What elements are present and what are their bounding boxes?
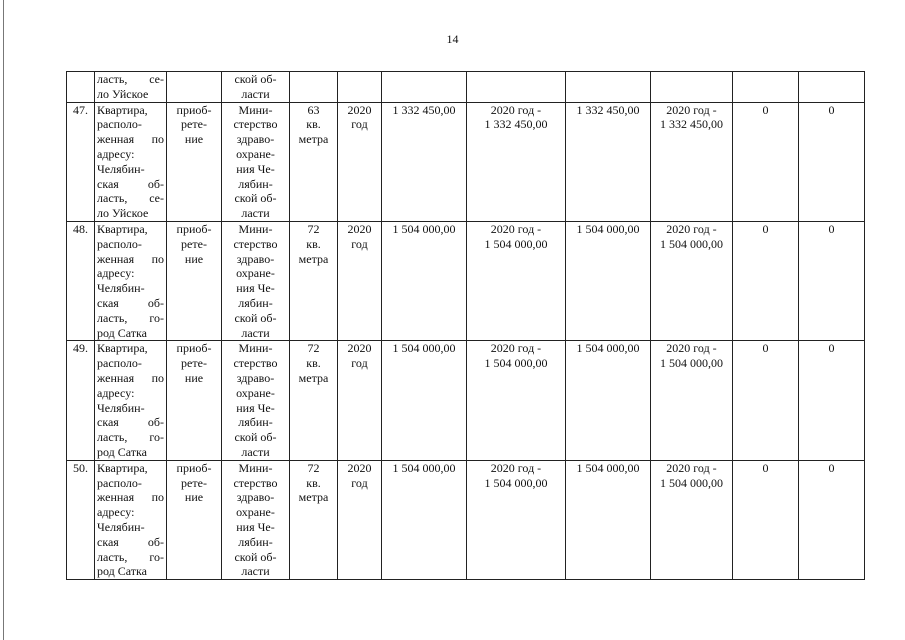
cell-customer — [222, 221, 290, 340]
capacity-line: метра — [298, 251, 329, 266]
action-line: приоб- — [176, 221, 212, 236]
customer-line: охране- — [236, 146, 275, 161]
capacity-line: 72 — [307, 221, 320, 236]
capacity-line: кв. — [306, 356, 321, 371]
cell-num: 48. — [67, 221, 95, 340]
address-line: женная по — [97, 490, 164, 505]
customer-line: ласти — [241, 86, 270, 101]
customer-line: охране- — [236, 505, 275, 520]
capacity-line: 72 — [307, 460, 320, 475]
address-line: адресу: — [97, 385, 135, 400]
funding-2-line: 2020 год - — [666, 341, 717, 356]
cell-funding-2 — [651, 460, 733, 579]
cell-zero-1: 0 — [733, 102, 799, 221]
address-line: Квартира, — [97, 102, 148, 117]
customer-line: Мини- — [238, 221, 273, 236]
funding-line: 1 332 450,00 — [484, 117, 548, 132]
action-line: приоб- — [176, 341, 212, 356]
customer-line: ния Че- — [236, 400, 275, 415]
table-row — [67, 341, 865, 460]
cell-cost: 1 504 000,00 — [382, 221, 467, 340]
year-line: год — [351, 475, 368, 490]
cell-funding-2 — [651, 102, 733, 221]
customer-line: здраво- — [236, 251, 275, 266]
cell-funding — [467, 72, 566, 103]
address-line: род Сатка — [97, 444, 147, 459]
cell-year — [338, 72, 382, 103]
customer-line: стерство — [233, 356, 278, 371]
customer-line: ласти — [241, 325, 270, 340]
cell-address — [95, 221, 167, 340]
customer-line: ния Че- — [236, 281, 275, 296]
customer-line: ния Че- — [236, 519, 275, 534]
cell-cost — [382, 72, 467, 103]
funding-line: 2020 год - — [490, 460, 542, 475]
address-line: ласть, го- — [97, 549, 164, 564]
cell-funding — [467, 221, 566, 340]
address-line: женная по — [97, 370, 164, 385]
year-line: год — [351, 236, 368, 251]
action-line: ние — [184, 490, 204, 505]
cell-zero-2: 0 — [799, 460, 865, 579]
customer-line: охране- — [236, 385, 275, 400]
customer-line: стерство — [233, 236, 278, 251]
address-line: Квартира, — [97, 341, 148, 356]
cell-cost-2: 1 504 000,00 — [566, 460, 651, 579]
address-line: располо- — [97, 236, 142, 251]
address-line: адресу: — [97, 146, 135, 161]
funding-line: 2020 год - — [490, 102, 542, 117]
address-line: ская об- — [97, 295, 164, 310]
table-row — [67, 460, 865, 579]
funding-line: 1 504 000,00 — [484, 236, 548, 251]
customer-line: Мини- — [238, 460, 273, 475]
cell-year — [338, 221, 382, 340]
cell-action — [167, 72, 222, 103]
address-line: ласть, се- — [97, 191, 164, 206]
capacity-line: 72 — [307, 341, 320, 356]
capacity-line: 63 — [307, 102, 320, 117]
year-line: 2020 — [347, 102, 372, 117]
action-line: рете- — [181, 475, 207, 490]
cell-zero-2: 0 — [799, 341, 865, 460]
cell-year — [338, 341, 382, 460]
action-line: ние — [184, 251, 204, 266]
cell-address — [95, 341, 167, 460]
cell-customer — [222, 102, 290, 221]
funding-2-line: 1 332 450,00 — [660, 117, 723, 132]
address-line: Челябин- — [97, 161, 145, 176]
customer-line: ской об- — [234, 430, 277, 445]
cell-funding — [467, 341, 566, 460]
funding-2-line: 1 504 000,00 — [660, 475, 723, 490]
address-line: ская об- — [97, 176, 164, 191]
action-line: приоб- — [176, 102, 212, 117]
cell-cost: 1 504 000,00 — [382, 460, 467, 579]
address-line: Челябин- — [97, 400, 145, 415]
table-row — [67, 221, 865, 340]
address-line: род Сатка — [97, 564, 147, 579]
address-line: род Сатка — [97, 325, 147, 340]
cell-zero-1 — [733, 72, 799, 103]
customer-line: лябин- — [238, 534, 273, 549]
cell-capacity — [290, 221, 338, 340]
capacity-line: метра — [298, 132, 329, 147]
capacity-line: кв. — [306, 475, 321, 490]
cell-customer — [222, 460, 290, 579]
cell-num — [67, 72, 95, 103]
address-line: располо- — [97, 117, 142, 132]
funding-2-line: 1 504 000,00 — [660, 236, 723, 251]
customer-line: Мини- — [238, 102, 273, 117]
customer-line: здраво- — [236, 132, 275, 147]
customer-line: здраво- — [236, 370, 275, 385]
cell-cost-2: 1 504 000,00 — [566, 221, 651, 340]
address-line: женная по — [97, 251, 164, 266]
capacity-line: метра — [298, 490, 329, 505]
table-row — [67, 102, 865, 221]
cell-cost-2: 1 504 000,00 — [566, 341, 651, 460]
cell-action — [167, 102, 222, 221]
address-line: ло Уйское — [97, 86, 149, 101]
funding-line: 1 504 000,00 — [484, 475, 548, 490]
address-line: ласть, го- — [97, 310, 164, 325]
action-line: ние — [184, 132, 204, 147]
year-line: 2020 — [347, 221, 372, 236]
action-line: рете- — [181, 236, 207, 251]
cell-zero-1: 0 — [733, 341, 799, 460]
customer-line: ласти — [241, 206, 270, 221]
cell-address — [95, 72, 167, 103]
cell-action — [167, 460, 222, 579]
action-line: рете- — [181, 356, 207, 371]
year-line: 2020 — [347, 341, 372, 356]
funding-2-line: 2020 год - — [666, 221, 717, 236]
capacity-line: кв. — [306, 236, 321, 251]
customer-line: Мини- — [238, 341, 273, 356]
customer-line: ласти — [241, 564, 270, 579]
customer-line: здраво- — [236, 490, 275, 505]
customer-line: лябин- — [238, 415, 273, 430]
cell-year — [338, 460, 382, 579]
address-line: Челябин- — [97, 519, 145, 534]
cell-funding — [467, 102, 566, 221]
address-line: Челябин- — [97, 281, 145, 296]
year-line: год — [351, 356, 368, 371]
cell-num: 47. — [67, 102, 95, 221]
cell-capacity — [290, 460, 338, 579]
table-row-continuation — [67, 72, 865, 103]
cell-funding-2 — [651, 341, 733, 460]
action-line: рете- — [181, 117, 207, 132]
funding-2-line: 2020 год - — [666, 102, 717, 117]
cell-cost-2: 1 332 450,00 — [566, 102, 651, 221]
address-line: располо- — [97, 356, 142, 371]
capacity-line: кв. — [306, 117, 321, 132]
cell-num: 50. — [67, 460, 95, 579]
cell-customer — [222, 341, 290, 460]
year-line: 2020 — [347, 460, 372, 475]
address-line: Квартира, — [97, 221, 148, 236]
cell-zero-2: 0 — [799, 102, 865, 221]
cell-funding-2 — [651, 72, 733, 103]
cell-year — [338, 102, 382, 221]
cell-zero-2 — [799, 72, 865, 103]
customer-line: ния Че- — [236, 161, 275, 176]
address-line: ская об- — [97, 534, 164, 549]
funding-2-line: 1 504 000,00 — [660, 356, 723, 371]
customer-line: ской об- — [234, 72, 277, 86]
customer-line: стерство — [233, 117, 278, 132]
cell-address — [95, 102, 167, 221]
cell-action — [167, 341, 222, 460]
address-line: ская об- — [97, 415, 164, 430]
cell-num: 49. — [67, 341, 95, 460]
cell-zero-1: 0 — [733, 460, 799, 579]
cell-zero-2: 0 — [799, 221, 865, 340]
cell-cost: 1 504 000,00 — [382, 341, 467, 460]
address-line: ло Уйское — [97, 206, 149, 221]
address-line: располо- — [97, 475, 142, 490]
cell-capacity — [290, 341, 338, 460]
cell-customer — [222, 72, 290, 103]
customer-line: ласти — [241, 444, 270, 459]
cell-zero-1: 0 — [733, 221, 799, 340]
action-line: приоб- — [176, 460, 212, 475]
customer-line: ской об- — [234, 310, 277, 325]
investment-table — [66, 71, 865, 580]
address-line: Квартира, — [97, 460, 148, 475]
page-number: 14 — [446, 32, 459, 46]
funding-2-line: 2020 год - — [666, 460, 717, 475]
page-edge-line — [3, 0, 4, 640]
address-line: женная по — [97, 132, 164, 147]
customer-line: охране- — [236, 266, 275, 281]
year-line: год — [351, 117, 368, 132]
funding-line: 1 504 000,00 — [484, 356, 548, 371]
cell-funding-2 — [651, 221, 733, 340]
funding-line: 2020 год - — [490, 221, 542, 236]
address-line: ласть, се- — [97, 72, 164, 86]
customer-line: стерство — [233, 475, 278, 490]
cell-cost: 1 332 450,00 — [382, 102, 467, 221]
cell-capacity — [290, 102, 338, 221]
action-line: ние — [184, 370, 204, 385]
cell-capacity — [290, 72, 338, 103]
customer-line: ской об- — [234, 549, 277, 564]
address-line: адресу: — [97, 266, 135, 281]
cell-funding — [467, 460, 566, 579]
address-line: адресу: — [97, 505, 135, 520]
funding-line: 2020 год - — [490, 341, 542, 356]
capacity-line: метра — [298, 370, 329, 385]
customer-line: лябин- — [238, 295, 273, 310]
table-body — [67, 72, 865, 580]
customer-line: ской об- — [234, 191, 277, 206]
address-line: ласть, го- — [97, 430, 164, 445]
cell-cost-2 — [566, 72, 651, 103]
cell-address — [95, 460, 167, 579]
customer-line: лябин- — [238, 176, 273, 191]
cell-action — [167, 221, 222, 340]
